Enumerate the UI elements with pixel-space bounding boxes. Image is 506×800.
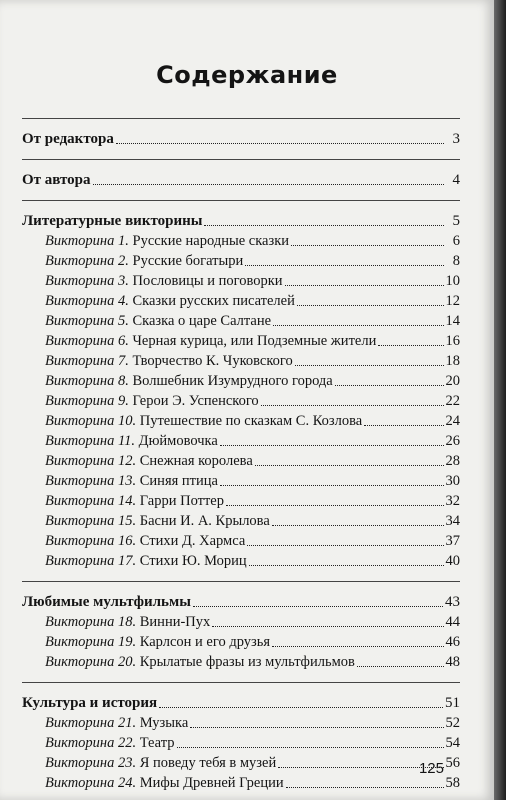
toc-section-heading — [22, 693, 460, 713]
entry-title: Музыка — [139, 715, 189, 731]
entry-label — [45, 311, 271, 331]
dot-leader — [193, 605, 443, 607]
entry-title: Снежная королева — [139, 453, 253, 469]
toc-entry — [22, 471, 460, 491]
entry-page: 30 — [445, 473, 460, 489]
entry-label — [45, 371, 333, 391]
dot-leader — [159, 706, 443, 708]
entry-title: Русские народные сказки — [132, 233, 289, 249]
entry-title: Синяя птица — [139, 473, 218, 489]
entry-page: 32 — [445, 493, 460, 509]
dot-leader — [220, 444, 444, 446]
toc-entry — [22, 491, 460, 511]
toc-entry — [22, 271, 460, 291]
entry-title: Стихи Д. Хармса — [139, 533, 246, 549]
entry-title: Винни-Пух — [139, 614, 211, 630]
section-label: Любимые мультфильмы — [22, 594, 191, 610]
entry-number: Викторина 1. — [45, 233, 129, 249]
dot-leader — [226, 504, 444, 506]
entry-page: 16 — [445, 333, 460, 349]
dot-leader — [245, 264, 444, 266]
dot-leader — [273, 324, 443, 326]
toc-entry-author — [22, 170, 460, 190]
entry-label — [45, 531, 245, 551]
entry-title: Басни И. А. Крылова — [139, 513, 270, 529]
dot-leader — [190, 726, 443, 728]
entry-page: 58 — [445, 775, 460, 791]
section-page: 51 — [445, 695, 460, 711]
dot-leader — [177, 746, 444, 748]
entry-label — [45, 431, 218, 451]
entry-label — [45, 753, 276, 773]
entry-label — [45, 351, 293, 371]
dot-leader — [247, 544, 443, 546]
entry-number: Викторина 18. — [45, 614, 137, 630]
entry-number: Викторина 6. — [45, 333, 129, 349]
entry-label — [45, 471, 218, 491]
entry-page: 54 — [445, 735, 460, 751]
entry-page: 18 — [445, 353, 460, 369]
entry-page: 26 — [445, 433, 460, 449]
entry-number: Викторина 7. — [45, 353, 129, 369]
entry-page: 8 — [452, 253, 460, 269]
entry-label: От автора — [22, 172, 91, 188]
entry-number: Викторина 17. — [45, 553, 137, 569]
entry-title: Сказка о царе Салтане — [132, 313, 272, 329]
entry-number: Викторина 2. — [45, 253, 129, 269]
entry-number: Викторина 4. — [45, 293, 129, 309]
dot-leader — [364, 424, 443, 426]
dot-leader — [261, 404, 444, 406]
dot-leader — [255, 464, 444, 466]
entry-page: 40 — [445, 553, 460, 569]
dot-leader — [220, 484, 444, 486]
toc-entry — [22, 612, 460, 632]
page-title: Содержание — [156, 61, 338, 89]
dot-leader — [286, 786, 444, 788]
section-label: Литературные викторины — [22, 213, 203, 229]
entry-label — [45, 491, 224, 511]
entry-page: 48 — [445, 654, 460, 670]
entry-title: Я поведу тебя в музей — [139, 755, 277, 771]
toc-entry — [22, 291, 460, 311]
entry-title: Герои Э. Успенского — [132, 393, 259, 409]
entry-number: Викторина 24. — [45, 775, 137, 791]
toc-entry — [22, 551, 460, 571]
entry-title: Стихи Ю. Мориц — [139, 553, 247, 569]
entry-page: 34 — [445, 513, 460, 529]
entry-label — [45, 713, 188, 733]
dot-leader — [297, 304, 444, 306]
entry-title: Путешествие по сказкам С. Козлова — [139, 413, 363, 429]
entry-label — [45, 632, 270, 652]
entry-number: Викторина 11. — [45, 433, 136, 449]
entry-number: Викторина 15. — [45, 513, 137, 529]
entry-label — [45, 271, 283, 291]
entry-label — [45, 612, 210, 632]
entry-number: Викторина 3. — [45, 273, 129, 289]
toc-section-heading — [22, 592, 460, 612]
dot-leader — [295, 364, 444, 366]
entry-page: 4 — [452, 172, 460, 188]
dot-leader — [272, 645, 443, 647]
toc-section-heading — [22, 211, 460, 231]
entry-title: Театр — [139, 735, 175, 751]
entry-title: Крылатые фразы из мультфильмов — [139, 654, 355, 670]
entry-number: Викторина 9. — [45, 393, 129, 409]
toc-entry — [22, 531, 460, 551]
toc-entry — [22, 351, 460, 371]
section-page: 43 — [445, 594, 460, 610]
table-of-contents — [22, 118, 460, 793]
entry-number: Викторина 16. — [45, 533, 137, 549]
dot-leader — [249, 564, 444, 566]
entry-number: Викторина 21. — [45, 715, 137, 731]
entry-title: Гарри Поттер — [139, 493, 224, 509]
dot-leader — [357, 665, 444, 667]
page-number: 125 — [418, 760, 444, 777]
entry-label — [45, 291, 295, 311]
entry-page: 10 — [445, 273, 460, 289]
entry-page: 20 — [445, 373, 460, 389]
dot-leader — [116, 142, 444, 144]
entry-label — [45, 411, 362, 431]
entry-number: Викторина 12. — [45, 453, 137, 469]
entry-label — [45, 391, 259, 411]
dot-leader — [335, 384, 444, 386]
entry-number: Викторина 19. — [45, 634, 137, 650]
toc-entry — [22, 311, 460, 331]
toc-entry — [22, 713, 460, 733]
entry-number: Викторина 8. — [45, 373, 129, 389]
entry-label — [45, 652, 355, 672]
entry-page: 37 — [445, 533, 460, 549]
toc-entry — [22, 451, 460, 471]
toc-entry — [22, 652, 460, 672]
toc-entry — [22, 231, 460, 251]
entry-label — [45, 451, 253, 471]
entry-title: Творчество К. Чуковского — [132, 353, 293, 369]
toc-entry — [22, 391, 460, 411]
entry-page: 56 — [445, 755, 460, 771]
entry-label — [45, 251, 243, 271]
entry-page: 6 — [452, 233, 460, 249]
entry-label: От редактора — [22, 131, 114, 147]
toc-entry — [22, 753, 460, 773]
toc-entry — [22, 632, 460, 652]
entry-label — [45, 331, 376, 351]
entry-number: Викторина 13. — [45, 473, 137, 489]
toc-entry — [22, 773, 460, 793]
toc-entry — [22, 431, 460, 451]
entry-page: 22 — [445, 393, 460, 409]
entry-title: Русские богатыри — [132, 253, 244, 269]
entry-number: Викторина 10. — [45, 413, 137, 429]
entry-label — [45, 773, 284, 793]
dot-leader — [272, 524, 444, 526]
entry-page: 44 — [445, 614, 460, 630]
entry-page: 14 — [445, 313, 460, 329]
entry-title: Черная курица, или Подземные жители — [132, 333, 377, 349]
entry-label — [45, 733, 175, 753]
dot-leader — [378, 344, 443, 346]
entry-page: 3 — [452, 131, 460, 147]
entry-number: Викторина 23. — [45, 755, 137, 771]
toc-entry-editor — [22, 129, 460, 149]
entry-title: Мифы Древней Греции — [139, 775, 284, 791]
entry-title: Сказки русских писателей — [132, 293, 295, 309]
toc-entry — [22, 733, 460, 753]
entry-page: 12 — [445, 293, 460, 309]
entry-label — [45, 231, 289, 251]
dot-leader — [204, 224, 444, 226]
toc-entry — [22, 331, 460, 351]
dot-leader — [285, 284, 444, 286]
entry-page: 28 — [445, 453, 460, 469]
entry-number: Викторина 20. — [45, 654, 137, 670]
entry-page: 52 — [445, 715, 460, 731]
entry-number: Викторина 22. — [45, 735, 137, 751]
toc-entry — [22, 371, 460, 391]
dot-leader — [291, 244, 444, 246]
page-edge-shadow — [494, 0, 506, 800]
section-page: 5 — [452, 213, 460, 229]
section-label: Культура и история — [22, 695, 158, 711]
toc-entry — [22, 251, 460, 271]
entry-page: 24 — [445, 413, 460, 429]
toc-entry — [22, 511, 460, 531]
entry-title: Пословицы и поговорки — [132, 273, 283, 289]
entry-title: Волшебник Изумрудного города — [132, 373, 333, 389]
entry-label — [45, 551, 247, 571]
entry-page: 46 — [445, 634, 460, 650]
toc-entry — [22, 411, 460, 431]
entry-title: Карлсон и его друзья — [139, 634, 271, 650]
dot-leader — [93, 183, 444, 185]
entry-title: Дюймовочка — [138, 433, 218, 449]
entry-number: Викторина 5. — [45, 313, 129, 329]
entry-label — [45, 511, 270, 531]
dot-leader — [212, 625, 443, 627]
entry-number: Викторина 14. — [45, 493, 137, 509]
